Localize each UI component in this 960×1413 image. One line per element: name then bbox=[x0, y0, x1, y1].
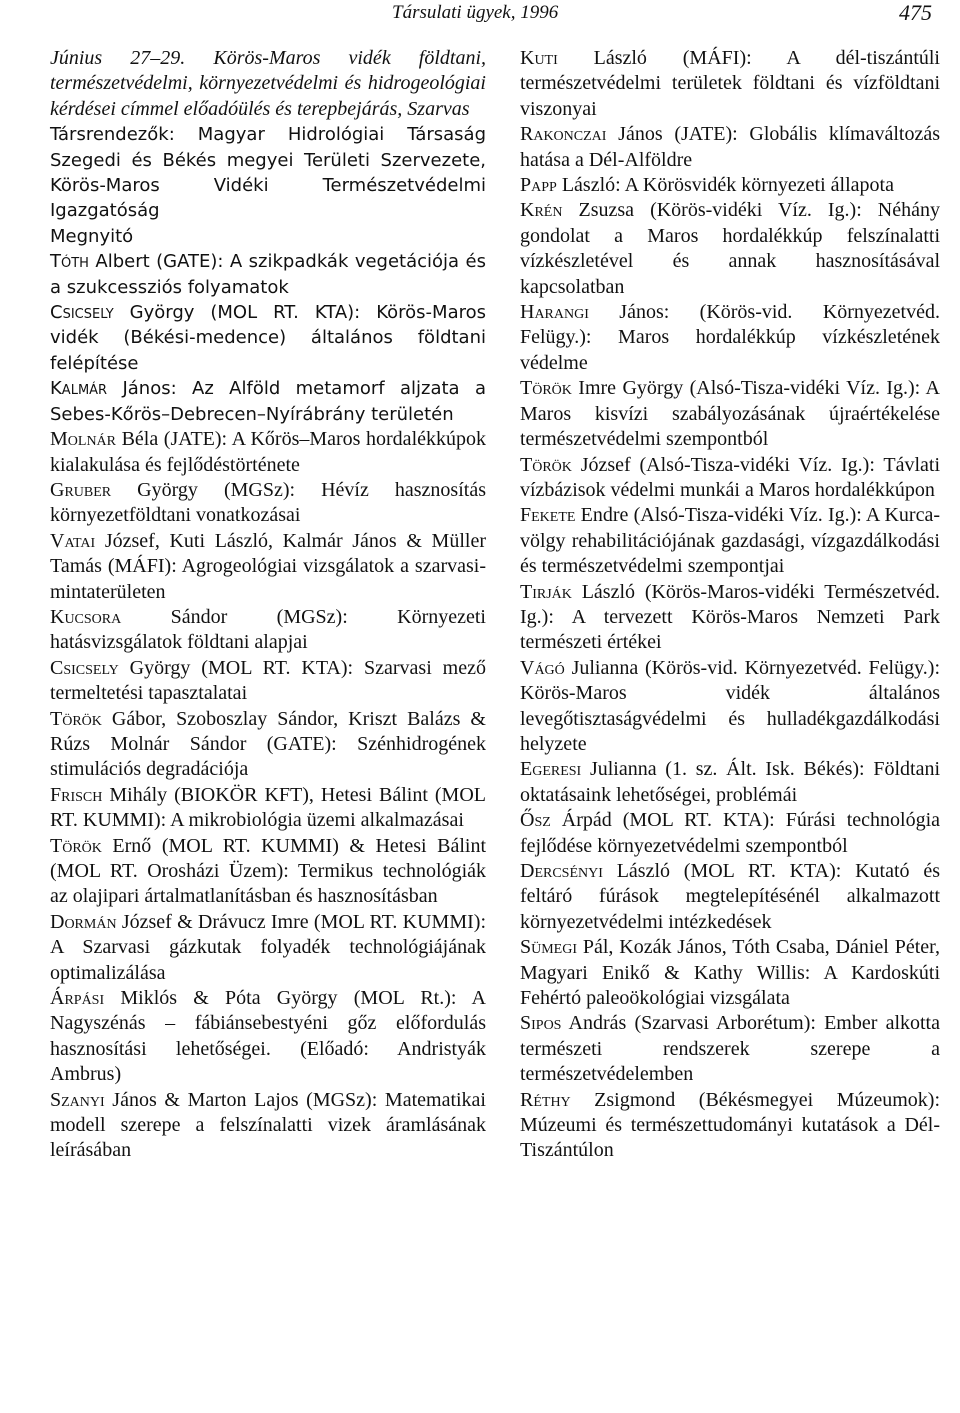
author-surname: Dercsényi bbox=[520, 860, 603, 882]
lecture-entry: Molnár Béla (JATE): A Kőrös–Maros hordalékkúpok kialakulása és fejlődéstörténete bbox=[50, 428, 486, 476]
lecture-entry: Réthy Zsigmond (Békésmegyei Múzeumok): Múzeumi és természettudományi kutatások a Dél-Tiszántúlon bbox=[520, 1088, 940, 1162]
lecture-entry: Frisch Mihály (BIOKÖR KFT), Hetesi Bálint (MOL RT. KUMMI): A mikrobiológia üzemi alkalmazásai bbox=[50, 783, 486, 832]
author-surname: Szanyi bbox=[50, 1088, 105, 1111]
lecture-entry: Török Gábor, Szoboszlay Sándor, Kriszt Balázs & Rúzs Molnár Sándor (GATE): Szénhidrogének stimulációs degradációja bbox=[50, 707, 486, 781]
journal-title: Társulati ügyek, 1996 bbox=[392, 2, 559, 23]
left-column bbox=[50, 46, 486, 1164]
author-surname: Sipos bbox=[520, 1012, 562, 1035]
lecture-entry: Árpási Miklós & Póta György (MOL Rt.): A Nagyszénás – fábiánsebestyéni gőz előfordulás hasznosítási lehetőségei. (Előadó: Andristyák Ambrus) bbox=[50, 987, 486, 1086]
author-surname: Dormán bbox=[50, 910, 117, 933]
lecture-entry: Török Ernő (MOL RT. KUMMI) & Hetesi Bálint (MOL RT. Orosházi Üzem): Termikus technológiák az olajipari ártalmatlanításban és hasznosításban bbox=[50, 834, 486, 908]
lecture-entry: Dercsényi László (MOL RT. KTA): Kutató és feltáró fúrások megtelepítésénél alkalmazott környezetvédelmi intézkedések bbox=[520, 860, 940, 933]
lecture-entry: Csicsely György (MOL RT. KTA): Körös-Maros vidék (Békési-medence) általános földtani felépítése bbox=[50, 302, 486, 374]
author-surname: Rakonczai bbox=[520, 123, 607, 146]
lecture-entry: Dormán József & Drávucz Imre (MOL RT. KUMMI): A Szarvasi gázkutak folyadék technológiájának optimalizálása bbox=[50, 910, 486, 984]
author-surname: Fekete bbox=[520, 504, 576, 527]
author-surname: Krén bbox=[520, 199, 563, 222]
author-surname: Harangi bbox=[520, 301, 589, 324]
author-surname: Török bbox=[520, 377, 572, 400]
lecture-entry: Krén Zsuzsa (Körös-vidéki Víz. Ig.): Néhány gondolat a Maros hordalékkúp felszínalatti vízkészletével és annak hasznosításával kapcsolatban bbox=[520, 199, 940, 298]
author-surname: Ősz bbox=[520, 809, 551, 832]
author-surname: Molnár bbox=[50, 428, 117, 451]
lecture-entry: Szanyi János & Marton Lajos (MGSz): Matematikai modell szerepe a felszínalatti vizek áramlásának leírásában bbox=[50, 1088, 486, 1162]
lecture-entry: Kuti László (MÁFI): A dél-tiszántúli természetvédelmi területek földtani és vízföldtani viszonyai bbox=[520, 47, 940, 120]
author-surname: Árpási bbox=[50, 987, 105, 1010]
author-surname: Kucsora bbox=[50, 605, 122, 628]
lecture-entry: Papp László: A Körösvidék környezeti állapota bbox=[520, 174, 894, 197]
lecture-entry: Tirják László (Körös-Maros-vidéki Természetvéd. Ig.): A tervezett Körös-Maros Nemzeti Park természeti értékei bbox=[520, 580, 940, 654]
running-header bbox=[0, 0, 960, 34]
lecture-entry: Vágó Julianna (Körös-vid. Környezetvéd. Felügy.): Körös-Maros vidék általános levegőtisztaságvédelmi és hulladékgazdálkodási helyzete bbox=[520, 656, 940, 755]
author-surname: Török bbox=[50, 707, 102, 730]
lecture-entry: Sümegi Pál, Kozák János, Tóth Csaba, Dániel Péter, Magyari Enikő & Kathy Willis: A Kardoskúti Fehértó paleoökológiai vizsgálata bbox=[520, 936, 940, 1010]
author-surname: Sümegi bbox=[520, 936, 578, 959]
author-surname: Egeresi bbox=[520, 758, 582, 781]
author-surname: Tirják bbox=[520, 580, 572, 603]
author-surname: Papp bbox=[520, 174, 557, 197]
author-surname: Kuti bbox=[520, 47, 558, 69]
lecture-entry: Ősz Árpád (MOL RT. KTA): Fúrási technológia fejlődése környezetvédelmi szempontból bbox=[520, 809, 940, 857]
author-surname: Gruber bbox=[50, 478, 112, 501]
event-intro: Június 27–29. Körös-Maros vidék földtani, természetvédelmi, környezetvédelmi és hidrogeológiai kérdései címmel előadóülés és terepbejárás, Szarvas bbox=[50, 47, 486, 120]
lecture-entry: Csicsely György (MOL RT. KTA): Szarvasi mező termeltetési tapasztalatai bbox=[50, 656, 486, 705]
author-surname: Kalmár bbox=[50, 378, 108, 400]
author-surname: Frisch bbox=[50, 783, 103, 806]
author-surname: Csicsely bbox=[50, 302, 114, 324]
right-column bbox=[520, 46, 940, 1164]
lecture-entry: Egeresi Julianna (1. sz. Ált. Isk. Békés): Földtani oktatásaink lehetőségei, problémái bbox=[520, 758, 940, 806]
lecture-entry: Rakonczai János (JATE): Globális klímaváltozás hatása a Dél-Alföldre bbox=[520, 123, 940, 171]
author-surname: Török bbox=[520, 453, 572, 476]
author-surname: Török bbox=[50, 834, 102, 857]
lecture-entry: Gruber György (MGSz): Hévíz hasznosítás környezetföldtani vonatkozásai bbox=[50, 478, 486, 527]
author-surname: Vágó bbox=[520, 656, 565, 679]
lecture-entry: Fekete Endre (Alsó-Tisza-vidéki Víz. Ig.): A Kurca-völgy rehabilitációjának gazdasági, vízgazdálkodási és természetvédelmi szempontjai bbox=[520, 504, 940, 578]
lecture-entry: Kalmár János: Az Alföld metamorf aljzata a Sebes-Kőrös–Debrecen–Nyírábrány területén bbox=[50, 378, 486, 425]
organizers: Társrendezők: Magyar Hidrológiai Társaság Szegedi és Békés megyei Területi Szervezete, Körös-Maros Vidéki Természetvédelmi Igazgatóság bbox=[50, 124, 486, 222]
page-number: 475 bbox=[899, 0, 932, 25]
author-surname: Csicsely bbox=[50, 656, 119, 679]
lecture-entry: Harangi János: (Körös-vid. Környezetvéd. Felügy.): Maros hordalékkúp vízkészletének védelme bbox=[520, 301, 940, 374]
lecture-entry: Vatai József, Kuti László, Kalmár János & Müller Tamás (MÁFI): Agrogeológiai vizsgálatok a szarvasi-mintaterületen bbox=[50, 529, 486, 603]
lecture-entry: Kucsora Sándor (MGSz): Környezeti hatásvizsgálatok földtani alapjai bbox=[50, 605, 486, 654]
lecture-entry: Török Imre György (Alsó-Tisza-vidéki Víz. Ig.): A Maros kisvízi szabályozásának újraértékelése természetvédelmi szempontból bbox=[520, 377, 940, 451]
author-surname: Tóth bbox=[50, 251, 89, 273]
opening: Megnyitó bbox=[50, 225, 134, 247]
lecture-entry: Török József (Alsó-Tisza-vidéki Víz. Ig.): Távlati vízbázisok védelmi munkái a Maros hordalékkúpon bbox=[520, 453, 940, 501]
author-surname: Réthy bbox=[520, 1088, 571, 1111]
lecture-entry: Tóth Albert (GATE): A szikpadkák vegetációja és a szukcessziós folyamatok bbox=[50, 251, 486, 298]
author-surname: Vatai bbox=[50, 529, 96, 552]
lecture-entry: Sipos András (Szarvasi Arborétum): Ember alkotta természeti rendszerek szerepe a természetvédelemben bbox=[520, 1012, 940, 1086]
